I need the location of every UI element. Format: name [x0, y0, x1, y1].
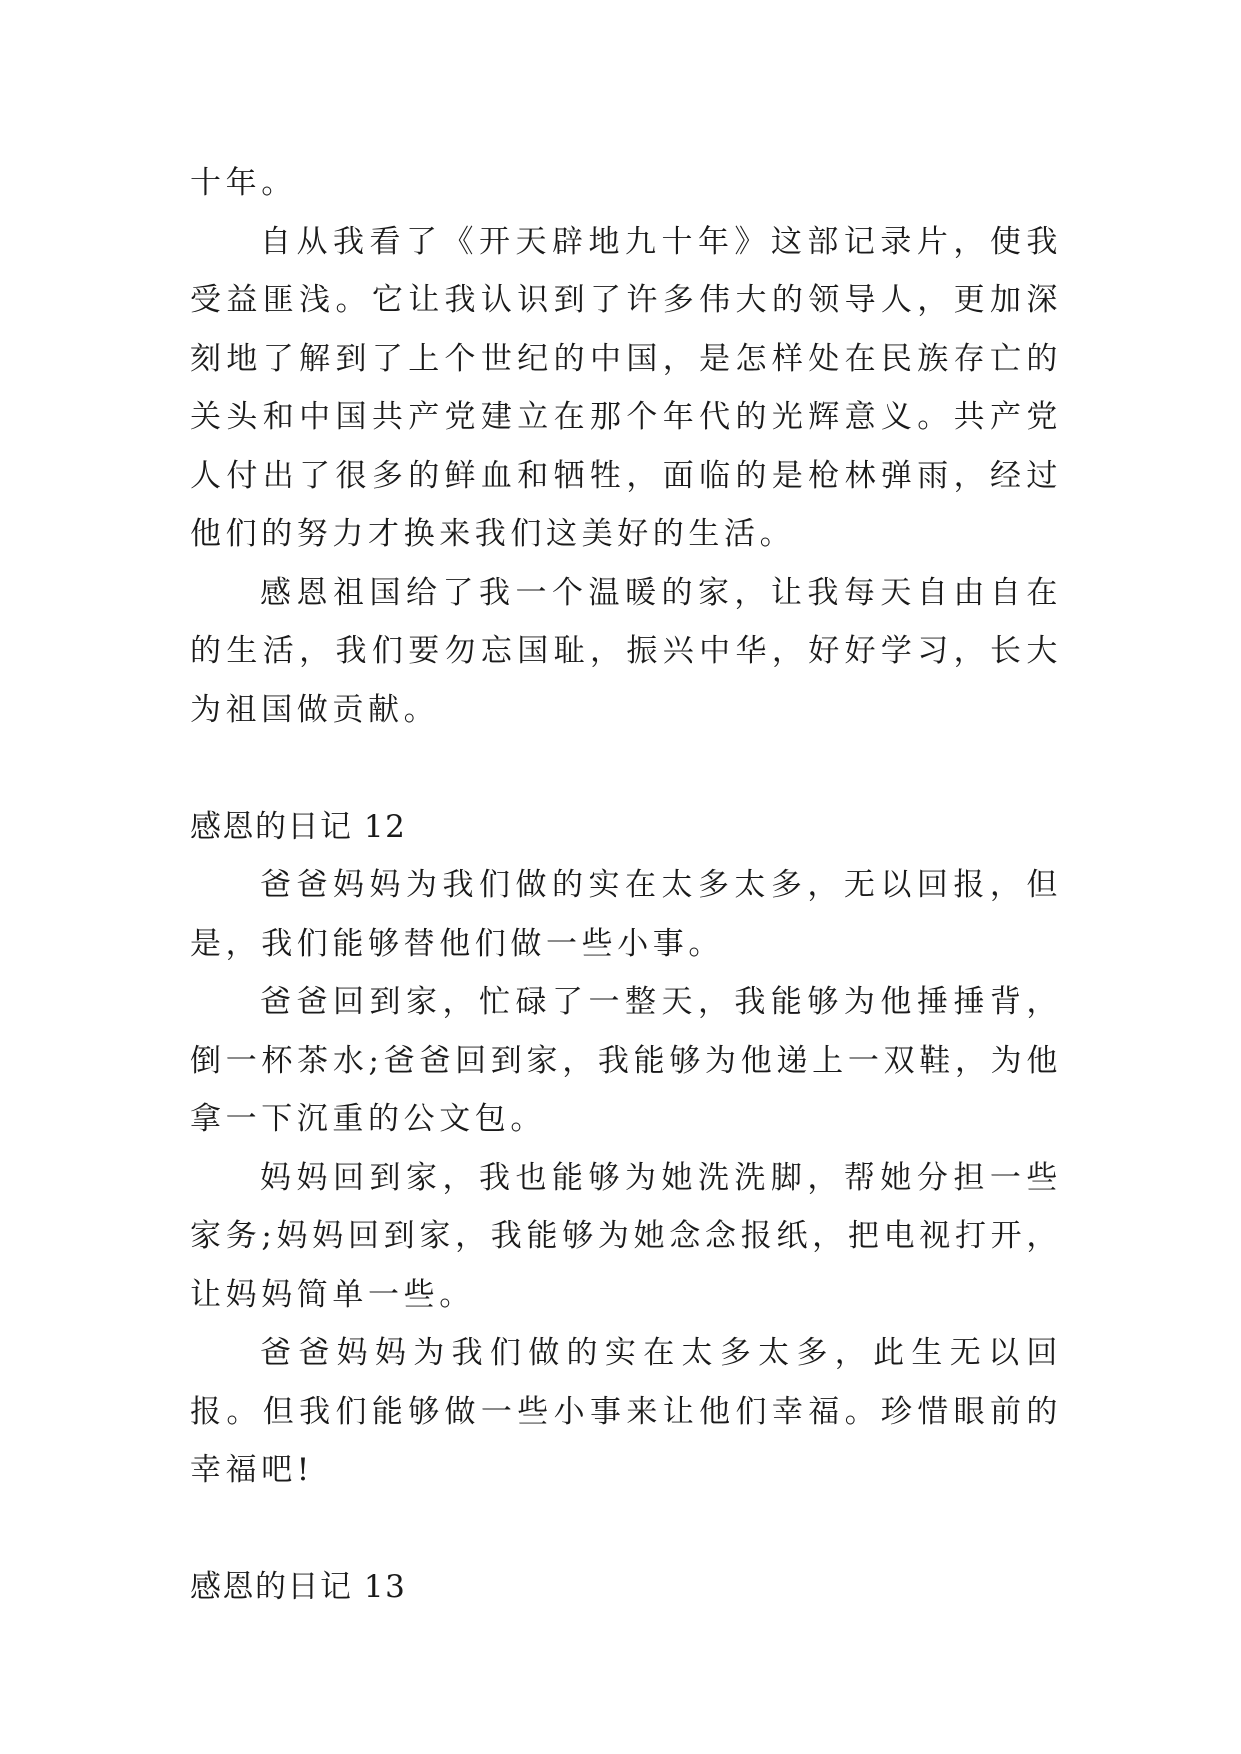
section-title-13: 感恩的日记 13 — [190, 1569, 407, 1605]
paragraph-gratitude-motherland: 感恩祖国给了我一个温暖的家，让我每天自由自在的生活，我们要勿忘国耻，振兴中华，好好学习，长大为祖国做贡献。 — [190, 574, 1062, 728]
intro-fragment: 十年。 — [190, 165, 297, 201]
section-spacer — [190, 1500, 1062, 1559]
paragraph-documentary: 自从我看了《开天辟地九十年》这部记录片，使我受益匪浅。它让我认识到了许多伟大的领导人，更加深刻地了解到了上个世纪的中国，是怎样处在民族存亡的关头和中国共产党建立在那个年代的光辉意义。共产党人付出了很多的鲜血和牺牲，面临的是枪林弹雨，经过他们的努力才换来我们这美好的生活。 — [190, 223, 1062, 552]
document-body — [190, 154, 1062, 1617]
paragraph-mother: 妈妈回到家，我也能够为她洗洗脚，帮她分担一些家务;妈妈回到家，我能够为她念念报纸，把电视打开，让妈妈简单一些。 — [190, 1159, 1062, 1313]
paragraph-parents-intro: 爸爸妈妈为我们做的实在太多太多，无以回报，但是，我们能够替他们做一些小事。 — [190, 867, 1062, 962]
paragraph-conclusion: 爸爸妈妈为我们做的实在太多太多，此生无以回报。但我们能够做一些小事来让他们幸福。珍惜眼前的幸福吧! — [190, 1335, 1062, 1488]
section-title-12: 感恩的日记 12 — [190, 808, 407, 845]
paragraph-father: 爸爸回到家，忙碌了一整天，我能够为他捶捶背，倒一杯茶水;爸爸回到家，我能够为他递上一双鞋，为他拿一下沉重的公文包。 — [190, 984, 1062, 1137]
section-spacer — [190, 739, 1062, 798]
